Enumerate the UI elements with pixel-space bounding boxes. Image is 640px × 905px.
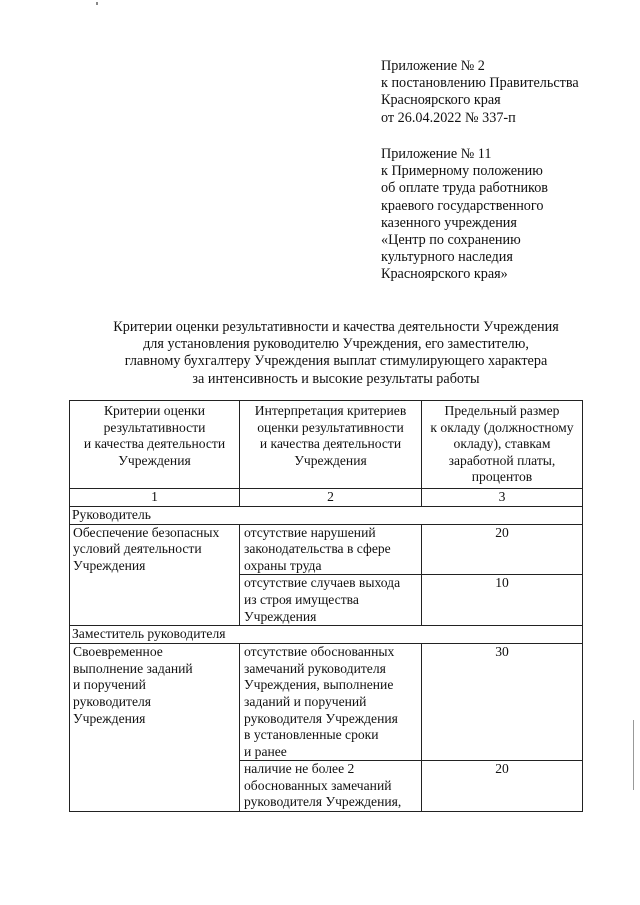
header-line: процентов [471,469,533,485]
value-cell: 20 [422,524,583,575]
criterion-line: и поручений [73,677,146,693]
interpretation-line: замечаний руководителя [244,660,386,676]
title-line: главному бухгалтеру Учреждения выплат стимулирующего характера [124,353,548,370]
annex-sub-line: казенного учреждения [381,214,517,231]
criterion-line: выполнение заданий [73,660,193,676]
annex-sub-line: краевого государственного [381,197,544,214]
column-number: 3 [422,488,583,506]
annex-main-block [381,58,579,127]
header-line: окладу), ставкам [453,436,551,452]
title-line: за интенсивность и высокие результаты работы [192,370,480,387]
annex-main-line: Красноярского края [381,92,501,109]
annex-main-line: Приложение № 2 [381,58,485,74]
interpretation-line: законодательства в сфере [244,541,391,557]
column-number: 1 [70,488,240,506]
interpretation-line: руководителя Учреждения, [244,794,402,810]
annex-sub-block [381,146,548,284]
header-line: заработной платы, [448,452,556,468]
section-row-director [70,506,583,524]
interpretation-line: в установленные сроки [244,727,379,743]
criterion-line: руководителя [73,693,152,709]
interpretation-line: отсутствие случаев выхода [244,575,401,591]
header-line: Предельный размер [444,403,560,418]
criterion-line: Учреждения [73,557,146,573]
annex-sub-line: «Центр по сохранению [381,232,521,249]
section-title: Руководитель [70,506,583,524]
header-criteria [70,401,240,489]
header-line: к окладу (должностному [430,419,574,435]
criterion-line: Обеспечение безопасных [73,524,220,540]
interpretation-line: обоснованных замечаний [244,777,392,793]
annex-sub-line: к Примерному положению [381,163,543,180]
interpretation-line: отсутствие нарушений [244,524,376,540]
header-line: оценки результативности [257,419,404,435]
criterion-line: Своевременное [73,644,163,660]
criterion-cell [70,524,240,626]
interpretation-line: и ранее [244,743,287,759]
interpretation-cell [240,524,422,575]
header-line: Интерпретация критериев [254,403,407,418]
annex-main-line: к постановлению Правительства [381,75,579,92]
annex-sub-line: Приложение № 11 [381,146,492,162]
header-line: и качества деятельности [259,436,402,452]
scan-artifact-dot [96,2,98,5]
criterion-line: Учреждения [73,710,146,726]
column-number: 2 [240,488,422,506]
annex-main-line: от 26.04.2022 № 337-п [381,109,516,126]
header-max-size [422,401,583,489]
header-interpretation [240,401,422,489]
interpretation-line: заданий и поручений [244,693,367,709]
annex-sub-line: Красноярского края» [381,266,508,283]
header-line: Учреждения [294,452,367,468]
table-row [70,524,583,575]
title-line: Критерии оценки результативности и качества деятельности Учреждения [113,319,559,335]
table-row [70,644,583,761]
criteria-table [69,400,583,812]
interpretation-line: руководителя Учреждения [244,710,398,726]
column-number-row [70,488,583,506]
header-line: Учреждения [118,452,191,468]
criterion-cell [70,644,240,812]
interpretation-line: Учреждения, выполнение [244,677,394,693]
table-header-row [70,401,583,489]
value-cell: 30 [422,644,583,761]
interpretation-line: из строя имущества [244,591,359,607]
interpretation-line: охраны труда [244,557,322,573]
interpretation-cell [240,575,422,626]
section-row-deputy [70,626,583,644]
title-line: для установления руководителю Учреждения, его заместителю, [143,336,529,353]
header-line: результативности [103,419,206,435]
interpretation-line: Учреждения [244,608,317,624]
value-cell: 10 [422,575,583,626]
interpretation-cell [240,761,422,812]
annex-sub-line: об оплате труда работников [381,180,549,197]
section-title: Заместитель руководителя [70,626,583,644]
interpretation-cell [240,644,422,761]
value-cell: 20 [422,761,583,812]
annex-sub-line: культурного наследия [381,249,513,266]
header-line: Критерии оценки [103,403,206,418]
interpretation-line: наличие не более 2 [244,761,355,777]
criterion-line: условий деятельности [73,541,202,557]
document-title [60,319,612,388]
interpretation-line: отсутствие обоснованных [244,644,395,660]
scan-artifact-line [633,720,634,790]
header-line: и качества деятельности [83,436,226,452]
